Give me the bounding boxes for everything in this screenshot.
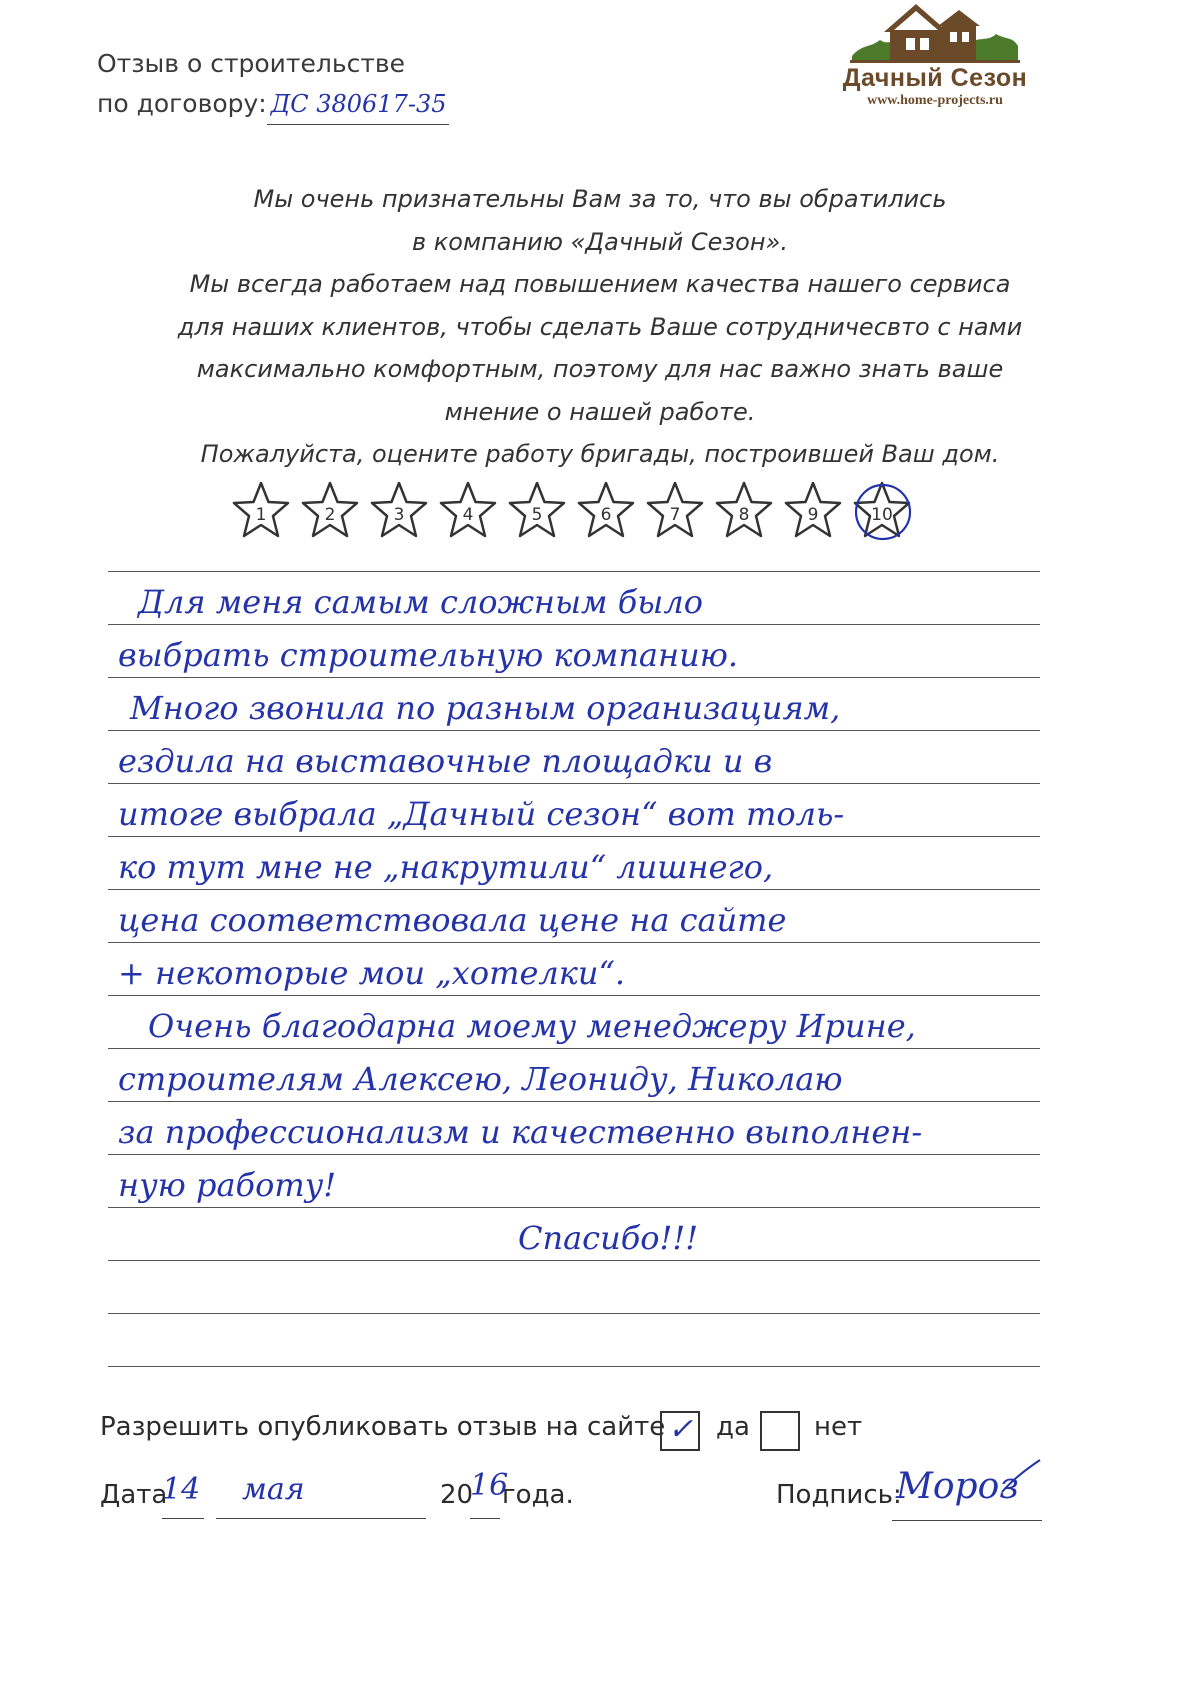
publish-permission-label: Разрешить опубликовать отзыв на сайте — [100, 1412, 666, 1442]
year-suffix: 16 — [470, 1468, 509, 1503]
ruled-line — [108, 1313, 1040, 1314]
rating-star-5[interactable]: 5 — [506, 480, 568, 550]
review-line: за профессионализм и качественно выполнен- — [118, 1113, 923, 1151]
review-line: + некоторые мои „хотелки“. — [118, 954, 626, 992]
date-day-underline — [162, 1518, 204, 1519]
title-line-2 — [97, 84, 449, 125]
rating-star-8[interactable]: 8 — [713, 480, 775, 550]
ruled-line — [108, 571, 1040, 572]
date-label: Дата — [100, 1480, 168, 1510]
signature-underline — [892, 1520, 1042, 1521]
signature-label: Подпись: — [776, 1480, 902, 1510]
logo-company-name: Дачный Сезон — [842, 64, 1028, 92]
review-line: выбрать строительную компанию. — [118, 636, 739, 674]
review-line: ную работу! — [118, 1166, 337, 1204]
intro-text — [100, 178, 1100, 476]
publish-no-checkbox[interactable] — [760, 1411, 800, 1451]
review-line: Очень благодарна моему менеджеру Ирине, — [148, 1007, 916, 1045]
title-line-1: Отзыв о строительстве — [97, 49, 405, 78]
intro-line: мнение о нашей работе. — [444, 397, 756, 426]
check-mark-icon: ✓ — [668, 1412, 694, 1447]
date-day-field — [162, 1472, 204, 1518]
intro-line: Мы очень признательны Вам за то, что вы обратились — [253, 185, 947, 213]
document-title — [97, 44, 449, 125]
review-line: ко тут мне не „накрутили“ лишнего, — [118, 848, 774, 886]
year-prefix: 20 — [440, 1480, 474, 1510]
year-underline — [470, 1518, 500, 1519]
intro-line: для наших клиентов, чтобы сделать Ваше сотрудничесвто с нами — [177, 312, 1023, 341]
publish-no-label: нет — [814, 1412, 863, 1442]
logo-website: www.home-projects.ru — [867, 93, 1003, 108]
date-month: мая — [242, 1472, 305, 1507]
signature-flourish — [892, 1448, 1042, 1520]
intro-line: Пожалуйста, оцените работу бригады, построившей Ваш дом. — [200, 440, 1000, 468]
rating-star-4[interactable]: 4 — [437, 480, 499, 550]
contract-label: по договору: — [97, 89, 267, 118]
publish-yes-label: да — [716, 1412, 750, 1442]
contract-number: ДС 380617-35 — [267, 84, 449, 125]
rating-star-1[interactable]: 1 — [230, 480, 292, 550]
rating-stars — [230, 480, 990, 556]
intro-line: в компанию «Дачный Сезон». — [412, 227, 788, 256]
date-day: 14 — [162, 1472, 201, 1507]
review-line: ездила на выставочные площадки и в — [118, 742, 773, 780]
review-line: строителям Алексею, Леониду, Николаю — [118, 1060, 843, 1098]
date-month-underline — [216, 1518, 426, 1519]
house-logo-icon — [850, 0, 1020, 64]
rating-star-10[interactable]: 10 — [851, 480, 913, 550]
review-line: итоге выбрала „Дачный сезон“ вот толь- — [118, 795, 845, 833]
review-line: Много звонила по разным организациям, — [130, 689, 841, 727]
review-line: Для меня самым сложным было — [138, 583, 703, 621]
rating-star-7[interactable]: 7 — [644, 480, 706, 550]
date-month-field — [216, 1472, 426, 1518]
company-logo — [830, 0, 1040, 132]
year-word: года. — [502, 1480, 574, 1510]
intro-line: максимально комфортным, поэтому для нас важно знать ваше — [196, 355, 1004, 383]
intro-line: Мы всегда работаем над повышением качества нашего сервиса — [189, 270, 1011, 298]
ruled-line — [108, 1366, 1040, 1367]
signature-field — [892, 1448, 1042, 1520]
rating-star-6[interactable]: 6 — [575, 480, 637, 550]
rating-star-9[interactable]: 9 — [782, 480, 844, 550]
review-line: цена соответствовала цене на сайте — [118, 901, 787, 939]
review-line: Спасибо!!! — [518, 1219, 699, 1257]
rating-star-2[interactable]: 2 — [299, 480, 361, 550]
rating-star-3[interactable]: 3 — [368, 480, 430, 550]
publish-yes-checkbox[interactable] — [660, 1411, 700, 1451]
signature: Мороз — [896, 1466, 1019, 1507]
